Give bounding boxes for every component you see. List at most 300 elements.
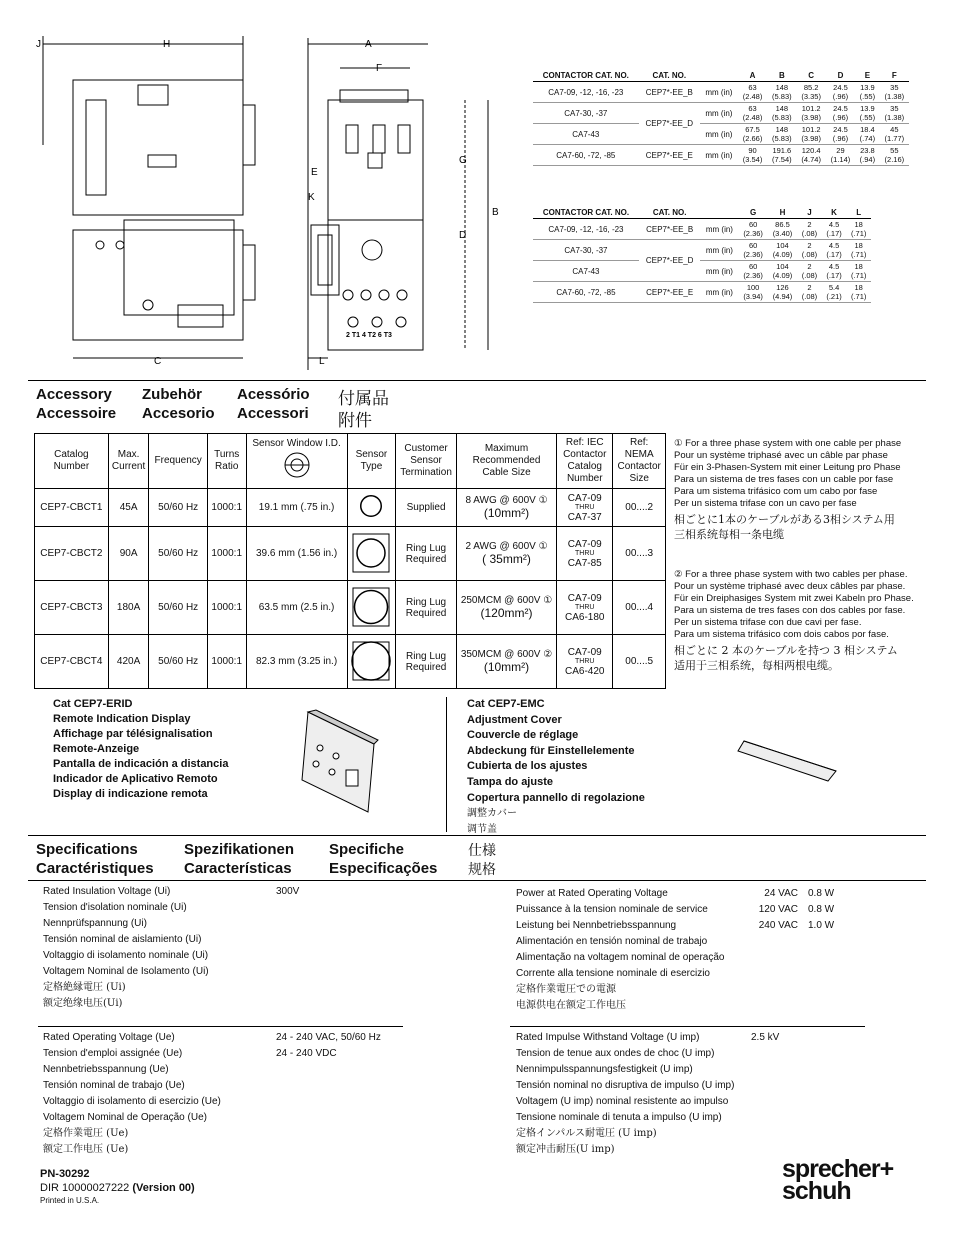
iec-to: CA6-180 xyxy=(565,611,605,623)
spec-watts: 1.0 W xyxy=(808,920,835,931)
value-in: (.55) xyxy=(859,92,876,101)
value-in: (3.40) xyxy=(772,229,793,238)
emc-line: Cubierta de los ajustes xyxy=(467,760,588,773)
spec-line: 定格作業電圧 (Ue) xyxy=(43,1128,129,1139)
value-cell xyxy=(738,103,767,124)
table-row xyxy=(35,581,666,635)
value-in: (1.14) xyxy=(830,155,851,164)
erid-line: Remote Indication Display xyxy=(53,713,191,725)
note-line: Für ein Dreiphasiges System mit zwei Kabeln pro Phase. xyxy=(674,593,914,604)
col-header xyxy=(700,207,738,219)
accessory-heading-pt: Acessório xyxy=(237,386,310,403)
accessory-heading-ja: 付属品 xyxy=(338,389,389,409)
part-number: PN-30292 xyxy=(40,1168,90,1180)
catalog-cell: CEP7*-EE_D xyxy=(639,103,700,145)
cable-size-cell xyxy=(456,527,556,581)
spec-line: Tension d'emploi assignée (Ue) xyxy=(43,1048,183,1059)
iec-contactor-cell xyxy=(557,581,613,635)
value-mm: 13.9 xyxy=(860,83,875,92)
value-in: (5.83) xyxy=(772,134,792,143)
col-header: CAT. NO. xyxy=(639,207,701,219)
remote-display-image xyxy=(296,708,378,816)
unit-cell: mm (in) xyxy=(700,261,738,282)
divider xyxy=(28,880,926,881)
erid-line: Pantalla de indicación a distancia xyxy=(53,758,229,770)
window-cell: 63.5 mm (2.5 in.) xyxy=(246,581,347,635)
spec-line: Tension d'isolation nominale (Ui) xyxy=(43,902,187,913)
note-line: Per un sistema trifase con due cavi per fase. xyxy=(674,617,862,628)
frequency-cell: 50/60 Hz xyxy=(149,489,207,527)
spec-power-watts xyxy=(808,886,848,934)
note-line: Para um sistema trifásico com dois cabos por fase. xyxy=(674,629,889,640)
note-one-cable xyxy=(674,438,934,542)
value-mm: 63 xyxy=(748,83,757,92)
spec-voltage: 240 VAC xyxy=(758,920,798,931)
value-cell xyxy=(797,261,822,282)
sensor-icon xyxy=(351,530,391,574)
col-header: Catalog Number xyxy=(35,434,109,489)
divider xyxy=(28,835,926,836)
value-cell xyxy=(822,240,847,261)
dimension-table-1 xyxy=(533,70,909,166)
value-mm: 67.5 xyxy=(745,125,760,134)
sensor-icon xyxy=(351,638,391,682)
table-row xyxy=(533,240,871,261)
value-mm: 191.6 xyxy=(772,146,792,155)
value-cell xyxy=(846,240,871,261)
spec-impulse-voltage xyxy=(516,1030,751,1158)
iec-thru: THRU xyxy=(575,657,595,665)
value-mm: 45 xyxy=(890,125,899,134)
col-header xyxy=(700,70,738,82)
emc-line: Couvercle de réglage xyxy=(467,729,579,742)
spec-line: Tensión nominal de trabajo (Ue) xyxy=(43,1080,185,1091)
value-cell xyxy=(826,124,855,145)
spec-heading-zh: 规格 xyxy=(468,862,496,878)
brand-logo xyxy=(782,1155,894,1205)
contactor-cell: CA7-09, -12, -16, -23 xyxy=(533,82,639,103)
spec-line: 额定冲击耐压(U imp) xyxy=(516,1144,615,1155)
turns-ratio-cell: 1000:1 xyxy=(207,489,246,527)
catalog-number-cell: CEP7-CBCT3 xyxy=(35,581,109,635)
value-mm: 148 xyxy=(775,104,789,113)
value-in: (.94) xyxy=(859,155,876,164)
window-cell: 82.3 mm (3.25 in.) xyxy=(246,635,347,689)
col-header: C xyxy=(797,70,826,82)
value-cell xyxy=(826,82,855,103)
catalog-cell: CEP7*-EE_D xyxy=(639,240,701,282)
cable-awg: 350MCM @ 600V ② xyxy=(460,649,553,660)
value-cell xyxy=(738,261,767,282)
spec-line: Nennprüfspannung (Ui) xyxy=(43,918,147,929)
termination-cell: Ring Lug Required xyxy=(396,581,457,635)
spec-line: Rated Operating Voltage (Ue) xyxy=(43,1032,175,1043)
value-cell xyxy=(738,240,767,261)
contactor-cell: CA7-60, -72, -85 xyxy=(533,282,639,303)
cable-mm2: (120mm²) xyxy=(480,606,533,620)
spec-heading-de: Spezifikationen xyxy=(184,841,295,858)
col-header xyxy=(246,434,347,489)
contactor-cell: CA7-43 xyxy=(533,124,639,145)
value-mm: 90 xyxy=(748,146,757,155)
value-mm: 101.2 xyxy=(801,125,821,134)
value-cell xyxy=(880,82,909,103)
unit-cell: mm (in) xyxy=(700,145,738,166)
spec-line: Puissance à la tension nominale de service xyxy=(516,904,708,915)
value-cell xyxy=(738,219,767,240)
col-header: F xyxy=(880,70,909,82)
value-in: (.17) xyxy=(826,271,842,280)
note-line: Für ein 3-Phasen-System mit einer Leitung pro Phase xyxy=(674,462,901,473)
spec-heading-ja: 仕様 xyxy=(468,843,496,859)
value-cell xyxy=(822,261,847,282)
spec-line: Alimentação na voltagem nominal de operação xyxy=(516,952,725,963)
value-cell xyxy=(797,124,826,145)
value-in: (.71) xyxy=(850,292,867,301)
spec-line: Rated Insulation Voltage (Ui) xyxy=(43,886,171,897)
label-l: L xyxy=(319,356,325,367)
value-in: (2.16) xyxy=(884,155,905,164)
value-cell xyxy=(767,145,796,166)
value-in: (.71) xyxy=(850,229,867,238)
value-in: (.08) xyxy=(801,271,818,280)
note-two-cables xyxy=(674,569,934,673)
version: (Version 00) xyxy=(132,1182,195,1194)
value-cell xyxy=(826,145,855,166)
spec-line: Voltaggio di isolamento nominale (Ui) xyxy=(43,950,209,961)
catalog-cell: CEP7*-EE_B xyxy=(639,219,701,240)
value-cell xyxy=(738,124,767,145)
col-header: A xyxy=(738,70,767,82)
value-in: (.96) xyxy=(832,134,849,143)
frequency-cell: 50/60 Hz xyxy=(149,635,207,689)
value-in: (.96) xyxy=(832,92,849,101)
cable-awg: 8 AWG @ 600V ① xyxy=(465,495,548,506)
spec-impulse-value: 2.5 kV xyxy=(751,1032,780,1043)
value-cell xyxy=(855,145,880,166)
value-in: (3.35) xyxy=(801,92,821,101)
value-mm: 24.5 xyxy=(833,104,848,113)
col-header: Ref: NEMA Contactor Size xyxy=(613,434,666,489)
emc-line: Tampa do ajuste xyxy=(467,775,553,788)
table-row xyxy=(35,635,666,689)
value-mm: 24.5 xyxy=(833,83,848,92)
value-cell xyxy=(738,82,767,103)
value-mm: 104 xyxy=(776,241,789,250)
iec-thru: THRU xyxy=(575,603,595,611)
value-in: (.08) xyxy=(801,229,818,238)
iec-from: CA7-09 xyxy=(567,646,602,658)
col-header: CONTACTOR CAT. NO. xyxy=(533,70,639,82)
value-mm: 18 xyxy=(854,262,863,271)
spec-voltage: 24 VAC xyxy=(764,888,798,899)
spec-heading-pt: Especificações xyxy=(329,860,438,877)
col-header: Customer Sensor Termination xyxy=(396,434,457,489)
nema-size-cell: 00....5 xyxy=(613,635,666,689)
frequency-cell: 50/60 Hz xyxy=(149,527,207,581)
sensor-type-cell xyxy=(347,527,396,581)
spec-voltage: 120 VAC xyxy=(758,904,798,915)
col-header: B xyxy=(767,70,796,82)
value-cell xyxy=(797,103,826,124)
contactor-cell: CA7-09, -12, -16, -23 xyxy=(533,219,639,240)
termination-cell: Ring Lug Required xyxy=(396,635,457,689)
value-mm: 18.4 xyxy=(860,125,875,134)
sensor-window-icon xyxy=(280,450,314,480)
value-cell xyxy=(797,240,822,261)
value-cell xyxy=(880,124,909,145)
value-mm: 4.5 xyxy=(828,220,840,229)
value-cell xyxy=(880,103,909,124)
spec-line: 定格絶縁電圧 (Ui) xyxy=(43,982,126,993)
spec-line: Tensión nominal de aislamiento (Ui) xyxy=(43,934,202,945)
value-mm: 2 xyxy=(807,283,812,292)
table-row xyxy=(533,145,909,166)
vertical-divider xyxy=(446,697,447,832)
value-mm: 60 xyxy=(748,262,758,271)
iec-to: CA6-420 xyxy=(565,665,605,677)
col-header: L xyxy=(846,207,871,219)
value-cell xyxy=(880,145,909,166)
value-cell xyxy=(738,145,767,166)
value-mm: 55 xyxy=(890,146,899,155)
note-line: ② For a three phase system with two cables per phase. xyxy=(674,569,908,580)
value-in: (1.38) xyxy=(884,92,905,101)
cable-size-cell xyxy=(456,635,556,689)
value-cell xyxy=(826,103,855,124)
spec-line: Rated Impulse Withstand Voltage (U imp) xyxy=(516,1032,700,1043)
divider xyxy=(510,1026,865,1027)
value-in: (5.83) xyxy=(772,113,792,122)
col-header: J xyxy=(797,207,822,219)
value-mm: 18 xyxy=(854,283,863,292)
sensor-icon xyxy=(351,491,391,521)
label-b: B xyxy=(492,207,499,218)
spec-power xyxy=(516,886,751,1014)
sensor-type-cell xyxy=(347,581,396,635)
spec-watts: 0.8 W xyxy=(808,904,835,915)
erid-line: Affichage par télésignalisation xyxy=(53,728,213,740)
value-mm: 13.9 xyxy=(860,104,875,113)
spec-heading-en: Specifications xyxy=(36,841,138,858)
spec-line: 定格インパルス耐電圧 (U imp) xyxy=(516,1128,657,1139)
note-line-cjk: 相ごとに1本のケーブルがある3相システム用 xyxy=(674,513,895,526)
value-mm: 60 xyxy=(748,241,758,250)
value-mm: 18 xyxy=(854,241,863,250)
value-in: (2.66) xyxy=(742,134,763,143)
turns-ratio-cell: 1000:1 xyxy=(207,635,246,689)
spec-heading-es: Características xyxy=(184,860,292,877)
value-cell xyxy=(797,145,826,166)
col-header: Ref: IEC Contactor Catalog Number xyxy=(557,434,613,489)
spec-line: 定格作業電圧での電源 xyxy=(516,984,616,995)
unit-cell: mm (in) xyxy=(700,103,738,124)
spec-line: Voltagem Nominal de Operação (Ue) xyxy=(43,1112,207,1123)
current-cell: 420A xyxy=(108,635,149,689)
contactor-cell: CA7-30, -37 xyxy=(533,240,639,261)
value-in: (.08) xyxy=(801,292,818,301)
spec-line: Voltaggio di isolamento di esercizio (Ue) xyxy=(43,1096,221,1107)
value-mm: 120.4 xyxy=(801,146,821,155)
value-mm: 4.5 xyxy=(828,241,840,250)
value-in: (.96) xyxy=(832,113,849,122)
note-line-cjk: 适用于三相系统，每相两根电缆。 xyxy=(674,659,839,672)
unit-cell: mm (in) xyxy=(700,282,738,303)
table-row xyxy=(533,219,871,240)
value-cell xyxy=(768,240,797,261)
value-in: (4.74) xyxy=(801,155,821,164)
note-line: Para un sistema de tres fases con dos cables por fase. xyxy=(674,605,906,616)
note-line: ① For a three phase system with one cable per phase xyxy=(674,438,902,449)
value-cell xyxy=(797,219,822,240)
value-in: (3.98) xyxy=(801,113,821,122)
spec-heading-it: Specifiche xyxy=(329,841,405,858)
note-line: Para um sistema trifásico com um cabo por fase xyxy=(674,486,878,497)
value-cell xyxy=(822,219,847,240)
value-in: (3.94) xyxy=(743,292,763,301)
value-in: (.17) xyxy=(826,250,842,259)
cable-mm2: (10mm²) xyxy=(483,660,530,674)
label-g: G xyxy=(459,155,467,166)
label-f: F xyxy=(376,63,383,74)
erid-line: Cat CEP7-ERID xyxy=(53,698,133,710)
value-mm: 23.8 xyxy=(860,146,875,155)
printed-in: Printed in U.S.A. xyxy=(40,1196,100,1205)
catalog-number-cell: CEP7-CBCT2 xyxy=(35,527,109,581)
spec-line: Tension de tenue aux ondes de choc (U imp) xyxy=(516,1048,715,1059)
value-cell xyxy=(846,282,871,303)
value-mm: 104 xyxy=(776,262,789,271)
spec-line: 额定工作电压 (Ue) xyxy=(43,1144,129,1155)
frequency-cell: 50/60 Hz xyxy=(149,581,207,635)
value-mm: 35 xyxy=(890,104,899,113)
table-row xyxy=(533,103,909,124)
accessory-table xyxy=(34,433,666,689)
accessory-heading-it: Accessori xyxy=(237,405,309,422)
spec-insulation-value: 300V xyxy=(276,886,300,897)
turns-ratio-cell: 1000:1 xyxy=(207,527,246,581)
spec-value: 24 - 240 VDC xyxy=(276,1048,337,1059)
value-mm: 85.2 xyxy=(803,83,819,92)
accessory-heading-zh: 附件 xyxy=(338,411,372,431)
iec-contactor-cell xyxy=(557,527,613,581)
value-cell xyxy=(855,82,880,103)
accessory-heading-en: Accessory xyxy=(36,386,112,403)
value-mm: 35 xyxy=(890,83,899,92)
iec-from: CA7-09 xyxy=(567,492,602,504)
value-cell xyxy=(855,103,880,124)
note-line: Per un sistema trifase con un cavo per fase xyxy=(674,498,857,509)
value-in: (4.09) xyxy=(772,250,793,259)
note-line: Pour un système triphasé avec deux câbles par phase. xyxy=(674,581,906,592)
value-in: (5.83) xyxy=(772,92,792,101)
erid-line: Remote-Anzeige xyxy=(53,743,140,755)
value-cell xyxy=(797,82,826,103)
document-id xyxy=(40,1182,195,1194)
value-cell xyxy=(855,124,880,145)
value-cell xyxy=(797,282,822,303)
value-cell xyxy=(738,282,767,303)
dimension-drawing xyxy=(28,30,499,375)
spec-line: Corrente alla tensione nominale di esercizio xyxy=(516,968,710,979)
sensor-type-cell xyxy=(347,489,396,527)
note-line-cjk: 相ごとに 2 本のケーブルを持つ 3 相システム xyxy=(674,644,898,657)
value-in: (.55) xyxy=(859,113,876,122)
table-row xyxy=(533,124,909,145)
spec-operating-values xyxy=(276,1030,416,1062)
dir-number: DIR 10000027222 xyxy=(40,1182,130,1194)
spec-watts: 0.8 W xyxy=(808,888,835,899)
table-row xyxy=(533,261,871,282)
contactor-cell: CA7-43 xyxy=(533,261,639,282)
iec-to: CA7-85 xyxy=(567,557,602,569)
cable-awg: 2 AWG @ 600V ① xyxy=(465,541,548,552)
sensor-icon xyxy=(351,584,391,628)
catalog-number-cell: CEP7-CBCT4 xyxy=(35,635,109,689)
erid-line: Display di indicazione remota xyxy=(53,788,208,800)
value-in: (2.36) xyxy=(743,229,763,238)
spec-heading-fr: Caractéristiques xyxy=(36,860,154,877)
unit-cell: mm (in) xyxy=(700,240,738,261)
col-header: H xyxy=(768,207,797,219)
value-mm: 2 xyxy=(807,241,812,250)
logo-line2: schuh xyxy=(782,1177,851,1205)
value-in: (.71) xyxy=(850,250,867,259)
value-cell xyxy=(822,282,847,303)
value-in: (3.98) xyxy=(801,134,821,143)
emc-line: Adjustment Cover xyxy=(467,713,562,726)
spec-line: Leistung bei Nennbetriebsspannung xyxy=(516,920,677,931)
nema-size-cell: 00....2 xyxy=(613,489,666,527)
iec-to: CA7-37 xyxy=(567,511,602,523)
value-mm: 29 xyxy=(836,146,845,155)
iec-from: CA7-09 xyxy=(567,538,602,550)
logo-line1: sprecher+ xyxy=(782,1155,894,1183)
label-c: C xyxy=(154,356,162,367)
value-cell xyxy=(767,124,796,145)
spec-line: Power at Rated Operating Voltage xyxy=(516,888,668,899)
iec-thru: THRU xyxy=(575,503,595,511)
sensor-type-cell xyxy=(347,635,396,689)
spec-line: Nennbetriebsspannung (Ue) xyxy=(43,1064,169,1075)
value-cell xyxy=(767,82,796,103)
spec-line: Alimentación en tensión nominal de trabajo xyxy=(516,936,708,947)
turns-ratio-cell: 1000:1 xyxy=(207,581,246,635)
value-mm: 126 xyxy=(776,283,789,292)
erid-line: Indicador de Aplicativo Remoto xyxy=(53,773,218,785)
col-header: CONTACTOR CAT. NO. xyxy=(533,207,639,219)
label-k: K xyxy=(308,192,315,203)
value-mm: 86.5 xyxy=(775,220,790,229)
value-mm: 4.5 xyxy=(828,262,840,271)
sensor-window-header: Sensor Window I.D. xyxy=(252,438,341,449)
accessory-heading-fr: Accessoire xyxy=(36,405,117,422)
col-header: Sensor Type xyxy=(347,434,396,489)
value-mm: 101.2 xyxy=(801,104,821,113)
value-in: (2.36) xyxy=(743,250,763,259)
label-h: H xyxy=(163,39,171,50)
cable-size-cell xyxy=(456,581,556,635)
spec-value: 24 - 240 VAC, 50/60 Hz xyxy=(276,1032,381,1043)
iec-contactor-cell xyxy=(557,489,613,527)
table-row xyxy=(533,282,871,303)
value-mm: 148 xyxy=(775,125,789,134)
value-mm: 2 xyxy=(807,220,812,229)
spec-line: Voltagem Nominal de Isolamento (Ui) xyxy=(43,966,209,977)
col-header: Max. Current xyxy=(108,434,149,489)
catalog-cell: CEP7*-EE_E xyxy=(639,282,701,303)
label-e: E xyxy=(311,167,318,178)
